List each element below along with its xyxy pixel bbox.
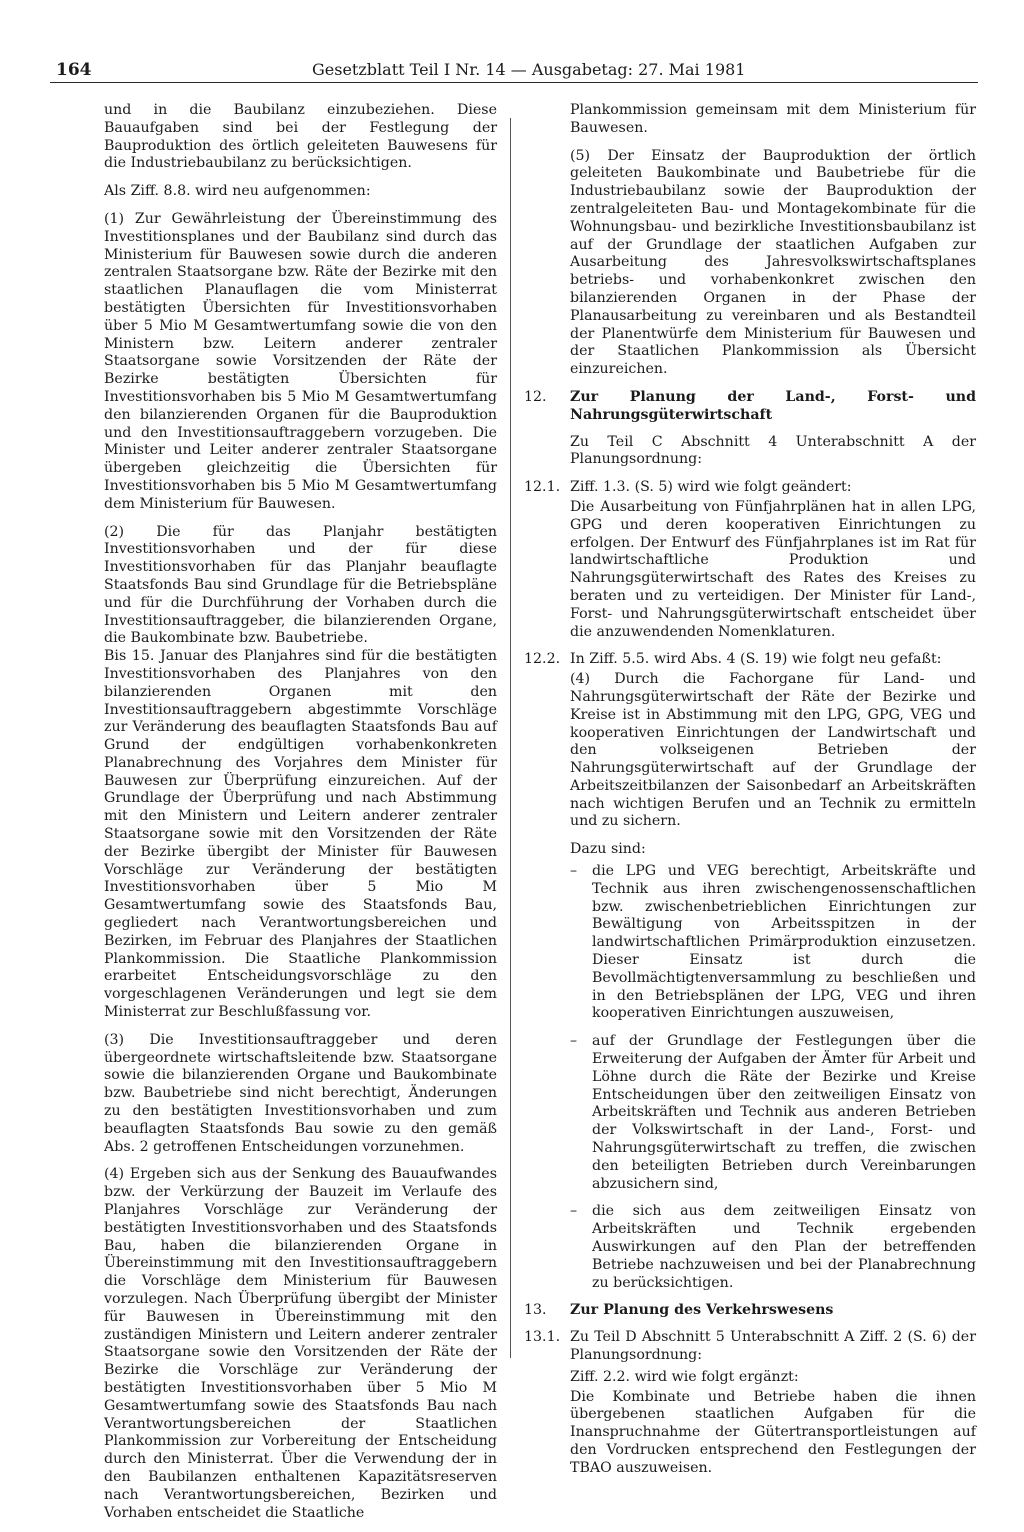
- paragraph: (4) Ergeben sich aus der Senkung des Bauaufwandes bzw. der Verkürzung der Bauzeit im Verlaufe des Planjahres Vorschläge zur Veränderung der bestätigten Investitionsvorhaben und des Staatsfonds Bau, haben die bilanzierenden Organe in Übereinstimmung mit den Investitionsauftraggebern die Vorschläge dem Ministerium für Bauwesen vorzulegen. Nach Überprüfung übergibt der Minister für Bauwesen in Übereinstimmung mit den zuständigen Ministern und Leitern anderer zentraler Staatsorgane sowie den Vorsitzenden der Räte der Bezirke die Vorschläge zur Veränderung der bestätigten Investitionsvorhaben über 5 Mio M Gesamtwertumfang sowie des Staatsfonds Bau nach Verantwortungsbereichen der Staatlichen Plankommission zur Vorbereitung der Entscheidung durch den Ministerrat. Über die Verwendung der in den Baubilanzen enthaltenen Kapazitätsreserven nach Verantwortungsbereichen, Bezirken und Vorhaben entscheidet die Staatliche: [104, 1166, 497, 1521]
- section-title: Zur Planung des Verkehrswesens: [570, 1302, 834, 1319]
- section-13-1: [524, 1329, 976, 1365]
- section-number: 12.1.: [524, 479, 561, 496]
- section-12-2: [524, 651, 976, 669]
- header-rule: [50, 82, 978, 83]
- column-divider: [510, 118, 511, 1358]
- list-item: [570, 1033, 976, 1193]
- left-column: [104, 102, 497, 1532]
- list-item-text: die sich aus dem zeitweiligen Einsatz von Arbeitskräften und Technik ergebenden Auswirkungen auf den Plan der betreffenden Betriebe nachzuweisen und bei der Planabrechnung zu berücksichtigen.: [592, 1203, 976, 1291]
- running-title: Gesetzblatt Teil I Nr. 14 — Ausgabetag: 27. Mai 1981: [312, 60, 746, 79]
- section-head: Ziff. 1.3. (S. 5) wird wie folgt geändert:: [570, 479, 852, 496]
- paragraph: Als Ziff. 8.8. wird neu aufgenommen:: [104, 183, 371, 200]
- paragraph: (5) Der Einsatz der Bauproduktion der örtlich geleiteten Baukombinate und Baubetriebe für die Industriebaubilanz sowie der Bauproduktion der zentralgeleiteten Bau- und Montagekombinate für die Wohnungsbau- und bezirkliche Investitionsbaubilanz ist auf der Grundlage der staatlichen Aufgaben zur Ausarbeitung des Jahresvolkswirtschaftsplanes betriebs- und vorhabenkonkret zwischen den bilanzierenden Organen in der Phase der Planausarbeitung zu vereinbaren und als Bestandteil der Planentwürfe dem Ministerium für Bauwesen und der Staatlichen Plankommission als Übersicht einzureichen.: [570, 147, 976, 378]
- paragraph: (3) Die Investitionsauftraggeber und deren übergeordnete wirtschaftsleitende bzw. Staatsorgane sowie die bilanzierenden Organe und Baukombinate bzw. Baubetriebe sind nicht berechtigt, Änderungen zu den bestätigten Investitionsvorhaben und zum beauflagten Staatsfonds Bau sowie zu den gemäß Abs. 2 getroffenen Entscheidungen vorzunehmen.: [104, 1031, 497, 1155]
- paragraph: (4) Durch die Fachorgane für Land- und Nahrungsgüterwirtschaft der Räte der Bezirke und Kreise ist in Abstimmung mit den LPG, GPG, VEG und kooperativen Einrichtungen der Landwirtschaft und den volkseigenen Betrieben der Nahrungsgüterwirtschaft auf der Grundlage der Arbeitszeitbilanzen der Saisonbedarf an Arbeitskräften nach wichtigen Berufen und an Technik zu ermitteln und zu sichern.: [570, 671, 976, 830]
- section-title: Zur Planung der Land-, Forst- und Nahrungsgüterwirtschaft: [570, 388, 976, 423]
- paragraph: Die Kombinate und Betriebe haben die ihnen übergebenen staatlichen Aufgaben für die Inanspruchnahme der Gütertransportleistungen auf den Vordrucken entsprechend den Festlegungen der TBAO auszuweisen.: [570, 1388, 976, 1476]
- list-intro: Dazu sind:: [570, 841, 646, 858]
- paragraph: (1) Zur Gewährleistung der Übereinstimmung des Investitionsplanes und der Baubilanz sind durch das Ministerium für Bauwesen sowie durch die anderen zentralen Staatsorgane bzw. Räte der Bezirke mit den staatlichen Planauflagen die vom Ministerrat bestätigten Übersichten für Investitionsvorhaben über 5 Mio M Gesamtwertumfang sowie die von den Ministern bzw. Leitern anderer zentraler Staatsorgane sowie Vorsitzenden der Räte der Bezirke bestätigten Übersichten für Investitionsvorhaben bis 5 Mio M Gesamtwertumfang den bilanzierenden Organen für die Bauproduktion und den Investitionsauftraggebern vorzugeben. Die Minister und Leiter anderer zentraler Staatsorgane übergeben gleichzeitig die Übersichten für Investitionsvorhaben bis 5 Mio M Gesamtwertumfang dem Ministerium für Bauwesen.: [104, 210, 497, 512]
- list-item-text: die LPG und VEG berechtigt, Arbeitskräfte und Technik aus ihren zwischengenossenschaftlichen bzw. zwischenbetrieblichen Einrichtungen zur Bewältigung von Arbeitsspitzen in der landwirtschaftlichen Primärproduktion einzusetzen. Dieser Einsatz ist durch die Bevollmächtigtenversammlung zu beschließen und in den Betriebsplänen der LPG, VEG und ihren kooperativen Einrichtungen auszuweisen,: [592, 863, 976, 1022]
- paragraph: Ziff. 2.2. wird wie folgt ergänzt:: [570, 1368, 799, 1385]
- section-number: 13.: [524, 1302, 547, 1319]
- dash-mark: –: [570, 863, 578, 880]
- paragraph: Zu Teil C Abschnitt 4 Unterabschnitt A der Planungsordnung:: [570, 433, 976, 468]
- dash-mark: –: [570, 1033, 578, 1050]
- list-item-text: auf der Grundlage der Festlegungen über die Erweiterung der Aufgaben der Ämter für Arbeit und Löhne durch die Räte der Bezirke und Kreise Entscheidungen über den zeitweiligen Einsatz von Arbeitskräften und Technik aus anderen Betrieben der Volkswirtschaft in der Land-, Forst- und Nahrungsgüterwirtschaft zu treffen, die zwischen den beteiligten Betrieben durch Vereinbarungen abzusichern sind,: [592, 1033, 976, 1192]
- section-12-1: [524, 479, 976, 497]
- paragraph: Die Ausarbeitung von Fünfjahrplänen hat in allen LPG, GPG und deren kooperativen Einrichtungen zu erfolgen. Der Entwurf des Fünfjahrplanes ist im Rat für landwirtschaftliche Produktion und Nahrungsgüterwirtschaft des Rates des Kreises zu beraten und zu verteidigen. Der Minister für Land-, Forst- und Nahrungsgüterwirtschaft entscheidet über die anzuwendenden Nomenklaturen.: [570, 498, 976, 640]
- list-item: [570, 1203, 976, 1292]
- section-12-heading: [524, 389, 976, 425]
- section-head: In Ziff. 5.5. wird Abs. 4 (S. 19) wie folgt neu gefaßt:: [570, 651, 942, 668]
- section-head: Zu Teil D Abschnitt 5 Unterabschnitt A Ziff. 2 (S. 6) der Planungsordnung:: [570, 1329, 976, 1363]
- page-number: 164: [56, 60, 92, 80]
- list-item: [570, 863, 976, 1023]
- paragraph: (2) Die für das Planjahr bestätigten Investitionsvorhaben und der für diese Investitionsvorhaben für das Planjahr beauflagte Staatsfonds Bau sind Grundlage für die Betriebspläne und für die Durchführung der Vorhaben durch die Investitionsauftraggeber, die bilanzierenden Organe, die Baukombinate bzw. Baubetriebe.: [104, 523, 497, 647]
- dash-mark: –: [570, 1203, 578, 1220]
- paragraph: Plankommission gemeinsam mit dem Ministerium für Bauwesen.: [570, 102, 976, 136]
- paragraph: und in die Baubilanz einzubeziehen. Diese Bauaufgaben sind bei der Festlegung der Bauproduktion des örtlich geleiteten Bauwesens für die Industriebaubilanz zu berücksichtigen.: [104, 102, 497, 172]
- section-number: 12.2.: [524, 651, 561, 668]
- section-13-heading: [524, 1302, 976, 1320]
- section-number: 13.1.: [524, 1329, 561, 1346]
- section-number: 12.: [524, 388, 547, 405]
- paragraph: Bis 15. Januar des Planjahres sind für die bestätigten Investitionsvorhaben des Planjahres von den bilanzierenden Organen mit den Investitionsauftraggebern abgestimmte Vorschläge zur Veränderung des beauflagten Staatsfonds Bau auf Grund der endgültigen vorhabenkonkreten Planabrechnung des Vorjahres dem Minister für Bauwesen zur Überprüfung einzureichen. Auf der Grundlage der Überprüfung und nach Abstimmung mit den Ministern und Leitern anderer zentraler Staatsorgane sowie mit den Vorsitzenden der Räte der Bezirke übergibt der Minister für Bauwesen Vorschläge zur Veränderung der bestätigten Investitionsvorhaben über 5 Mio M Gesamtwertumfang sowie des Staatsfonds Bau, gegliedert nach Verantwortungsbereichen und Bezirken, im Februar des Planjahres der Staatlichen Plankommission. Die Staatliche Plankommission erarbeitet Entscheidungsvorschläge zu den vorgeschlagenen Veränderungen und legt sie dem Ministerrat zur Beschlußfassung vor.: [104, 648, 497, 1021]
- right-column: [524, 102, 976, 1488]
